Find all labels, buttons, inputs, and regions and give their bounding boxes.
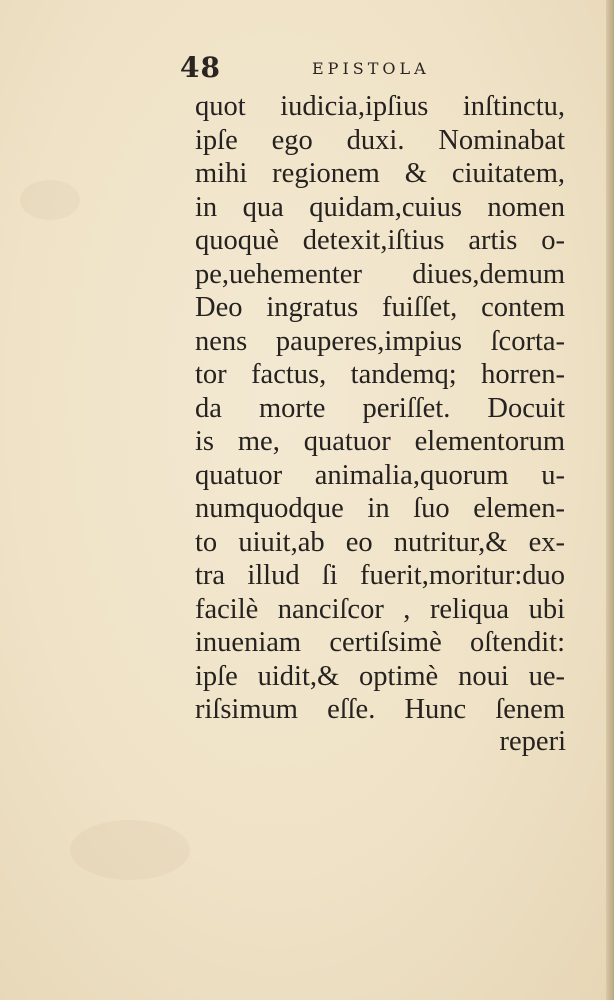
text-line: pe,uehementer diues,demum bbox=[195, 258, 565, 290]
text-line: to uiuit,ab eo nutritur,& ex- bbox=[195, 526, 565, 558]
page-edge bbox=[606, 0, 614, 1000]
paper-stain bbox=[70, 820, 190, 880]
page-number: 48 bbox=[180, 51, 221, 84]
text-line: nens pauperes,impius ſcorta- bbox=[195, 325, 565, 357]
text-line: ipſe uidit,& optimè noui ue- bbox=[195, 660, 565, 692]
text-line: in qua quidam,cuius nomen bbox=[195, 191, 565, 223]
catchword: reperi bbox=[499, 726, 566, 757]
text-line: riſsimum eſſe. Hunc ſenem bbox=[195, 694, 565, 725]
text-line: Deo ingratus fuiſſet, contem bbox=[195, 292, 565, 323]
text-line: da morte periſſet. Docuit bbox=[195, 392, 565, 424]
text-line: tra illud ſi fuerit,moritur:duo bbox=[195, 560, 565, 591]
text-line: inueniam certiſsimè oſtendit: bbox=[195, 627, 565, 658]
page-header bbox=[180, 50, 480, 86]
text-line: facilè nanciſcor , reliqua ubi bbox=[195, 593, 565, 625]
body-text bbox=[195, 90, 565, 727]
text-line: ipſe ego duxi. Nominabat bbox=[195, 124, 565, 156]
running-head: EPISTOLA bbox=[312, 59, 430, 78]
text-line: mihi regionem & ciuitatem, bbox=[195, 158, 565, 189]
text-line: is me, quatuor elementorum bbox=[195, 426, 565, 457]
text-line: quot iudicia,ipſius inſtinctu, bbox=[195, 91, 565, 122]
paper-stain bbox=[20, 180, 80, 220]
text-line: tor factus, tandemq; horren- bbox=[195, 359, 565, 390]
text-line: numquodque in ſuo elemen- bbox=[195, 493, 565, 524]
text-line: quoquè detexit,iſtius artis o- bbox=[195, 225, 565, 256]
text-line: quatuor animalia,quorum u- bbox=[195, 459, 565, 491]
